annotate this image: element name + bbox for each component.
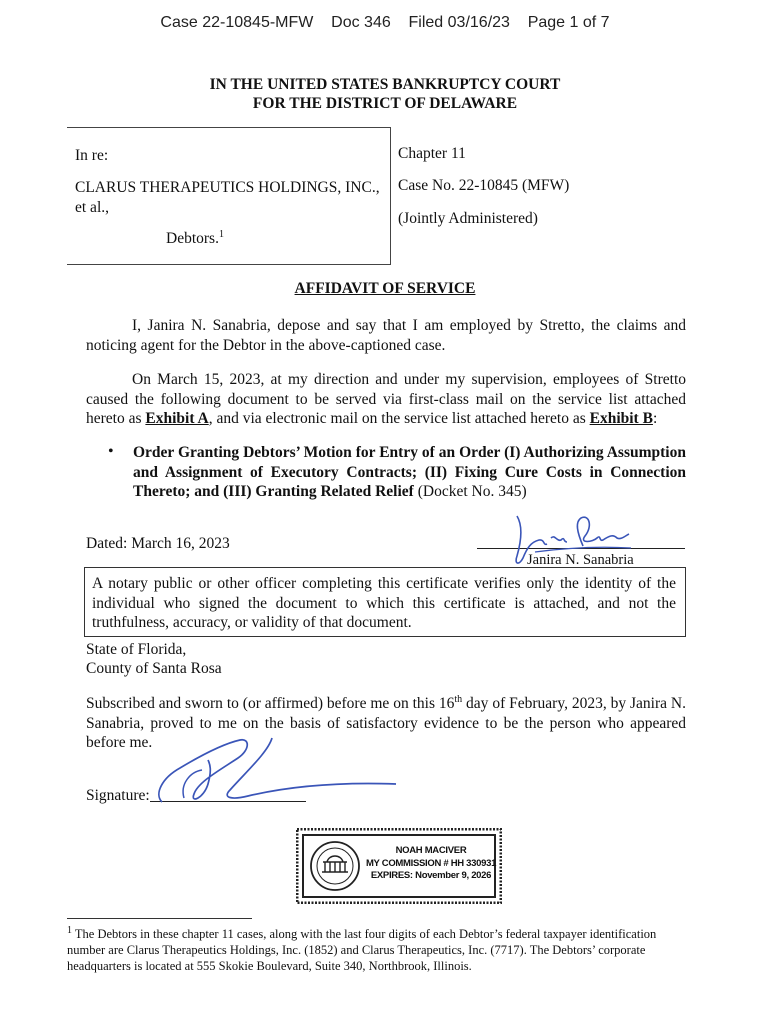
para2-text-a: On March 15, 2023, at my direction and under my supervision, employees of Stretto caused the following document to be served via first-class mail on the service list attached hereto as xyxy=(86,371,686,427)
footnote-mark: 1 xyxy=(67,924,72,936)
sworn-ordinal: th xyxy=(454,693,463,705)
notary-stamp xyxy=(296,828,502,904)
case-header: Case 22-10845-MFW Doc 346 Filed 03/16/23 Page 1 of 7 xyxy=(160,14,610,31)
court-heading xyxy=(0,75,770,113)
debtors-text: Debtors. xyxy=(166,230,219,247)
jointly-administered: (Jointly Administered) xyxy=(398,210,538,227)
sworn-text-a: Subscribed and sworn to (or affirmed) before me on this 16 xyxy=(86,695,455,712)
footnote-ref: 1 xyxy=(218,228,224,240)
stamp-expires: EXPIRES: November 9, 2026 xyxy=(370,870,492,881)
served-document-title: Order Granting Debtors’ Motion for Entry of an Order (I) Authorizing Assumption and Assignment of Executory Contracts; (II) Fixing Cure Costs in Connection Thereto; and (III) Granting Related Relief xyxy=(133,444,686,500)
footnote-text: The Debtors in these chapter 11 cases, along with the last four digits of each Debtor’s federal taxpayer identification number are Clarus Therapeutics Holdings, Inc. (1852) and Clarus Therapeutics, Inc. (7717). The Debtors’ corporate headquarters is located at 555 Skokie Boulevard, Suite 340, Northbrook, Illinois. xyxy=(67,927,657,973)
bullet-icon: • xyxy=(108,443,114,460)
notary-notice: A notary public or other officer completing this certificate verifies only the identity of the individual who signed the document to which this certificate is attached, and not the truthfulness, accuracy, or validity of that document. xyxy=(92,575,676,631)
notary-signature-mark xyxy=(150,724,400,812)
debtor-et-al: et al., xyxy=(75,199,109,216)
stamp-text xyxy=(364,845,498,883)
docket-number: (Docket No. 345) xyxy=(413,483,527,500)
case-number: Case No. 22-10845 (MFW) xyxy=(398,177,570,194)
exhibit-a-ref: Exhibit A xyxy=(145,410,209,427)
debtors-label xyxy=(166,229,224,248)
signature-mark xyxy=(505,512,640,570)
paragraph-2 xyxy=(86,370,686,429)
stamp-commission: MY COMMISSION # HH 330931 xyxy=(365,857,497,869)
signer-name: Janira N. Sanabria xyxy=(527,552,634,568)
court-line-1: IN THE UNITED STATES BANKRUPTCY COURT xyxy=(209,76,561,93)
state-line: State of Florida, xyxy=(86,641,187,658)
in-re-label: In re: xyxy=(75,147,109,164)
sworn-text-b: day of February, 2023, by Janira N. Sanabria, proved to me on the basis of satisfactory evidence to be the person who appeared before me. xyxy=(86,695,686,751)
para2-text-c: : xyxy=(652,410,658,427)
footnote-rule xyxy=(67,918,252,919)
document-title: AFFIDAVIT OF SERVICE xyxy=(294,280,476,297)
chapter-label: Chapter 11 xyxy=(398,145,466,162)
paragraph-1: I, Janira N. Sanabria, depose and say that I am employed by Stretto, the claims and noticing agent for the Debtor in the above-captioned case. xyxy=(86,317,686,354)
exhibit-b-ref: Exhibit B xyxy=(589,410,653,427)
signature-label: Signature: xyxy=(86,787,150,804)
debtor-name: CLARUS THERAPEUTICS HOLDINGS, INC., xyxy=(75,179,380,196)
dated-line: Dated: March 16, 2023 xyxy=(86,535,230,552)
county-line: County of Santa Rosa xyxy=(86,660,222,677)
served-document xyxy=(133,443,686,502)
stamp-notary-name: NOAH MACIVER xyxy=(395,845,467,856)
court-line-2: FOR THE DISTRICT OF DELAWARE xyxy=(252,95,518,112)
footnote xyxy=(67,926,687,974)
para2-text-b: , and via electronic mail on the service list attached hereto as xyxy=(208,410,590,427)
